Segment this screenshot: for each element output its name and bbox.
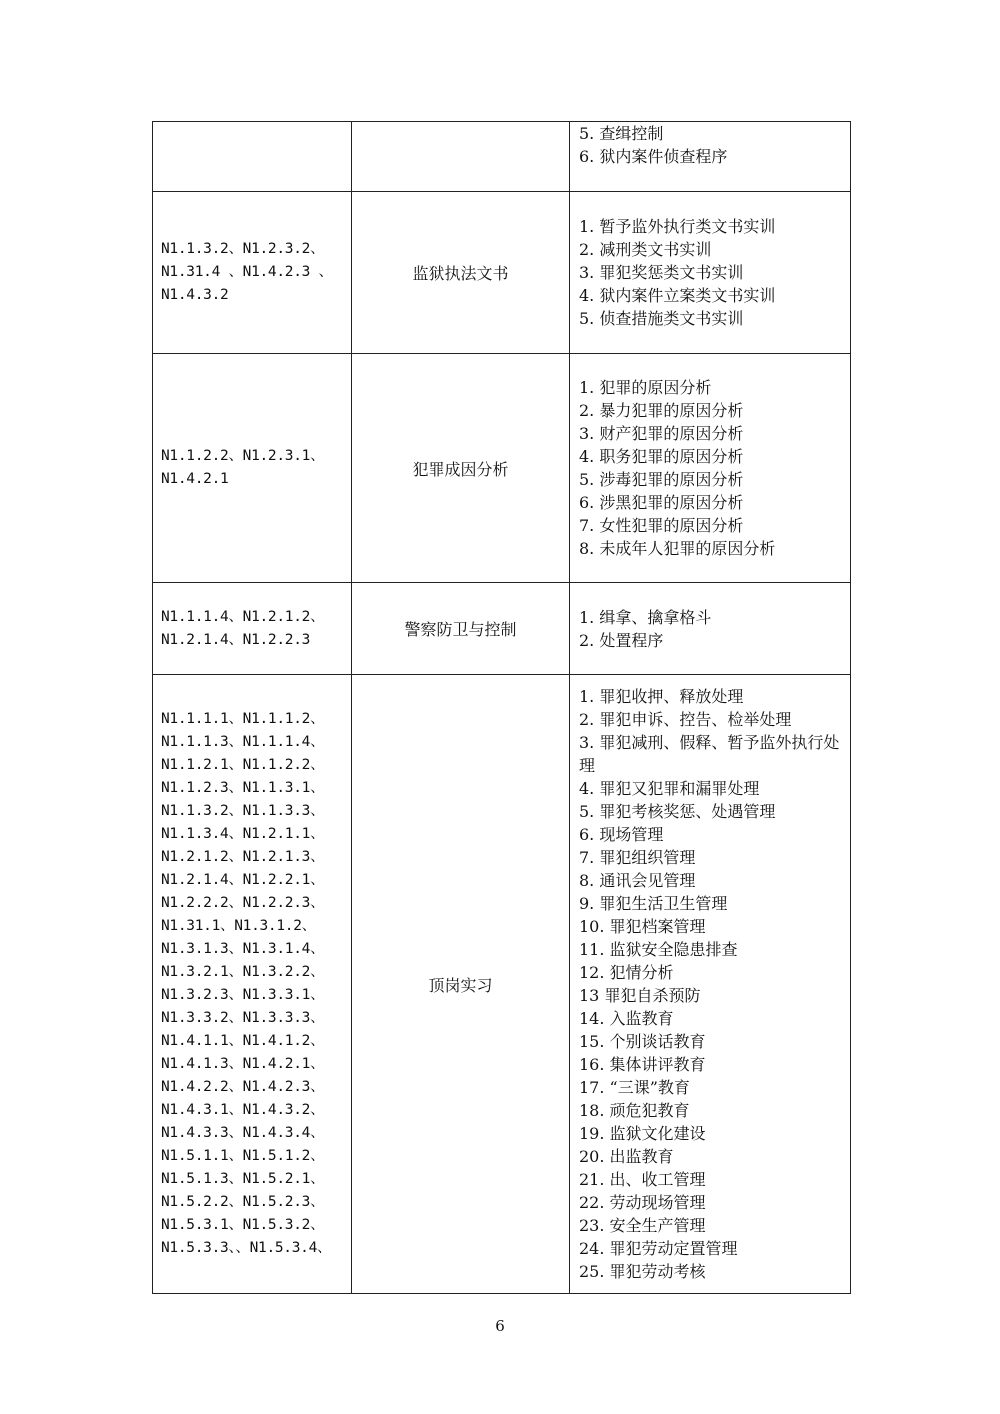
training-item: 3. 罪犯奖惩类文书实训: [579, 263, 744, 282]
training-item: 6. 涉黑犯罪的原因分析: [579, 493, 744, 512]
competency-code-line: N1.3.2.3、N1.3.3.1、: [161, 987, 325, 1003]
competency-code-line: N1.4.1.1、N1.4.1.2、: [161, 1033, 325, 1049]
competency-codes-cell: [153, 354, 352, 583]
table-row: [153, 583, 851, 675]
competency-code-line: N1.4.3.1、N1.4.3.2、: [161, 1102, 325, 1118]
training-item: 14. 入监教育: [579, 1009, 674, 1028]
competency-code-line: N1.1.2.3、N1.1.3.1、: [161, 780, 325, 796]
competency-code-line: N1.4.1.3、N1.4.2.1、: [161, 1056, 325, 1072]
training-item: 7. 女性犯罪的原因分析: [579, 516, 744, 535]
training-item: 5. 涉毒犯罪的原因分析: [579, 470, 744, 489]
competency-code-line: N1.2.1.4、N1.2.2.3: [161, 631, 311, 648]
training-item: 5. 查缉控制: [579, 124, 664, 143]
competency-codes-cell: [153, 583, 352, 675]
training-item: 21. 出、收工管理: [579, 1170, 706, 1189]
training-item: 1. 犯罪的原因分析: [579, 378, 712, 397]
competency-code-line: N1.31.1、N1.3.1.2、: [161, 918, 316, 934]
course-name-cell: [352, 122, 570, 192]
training-item: 19. 监狱文化建设: [579, 1124, 706, 1143]
competency-code-line: N1.4.3.3、N1.4.3.4、: [161, 1125, 325, 1141]
training-item: 17. “三课”教育: [579, 1078, 690, 1097]
training-item: 12. 犯情分析: [579, 963, 674, 982]
training-item: 20. 出监教育: [579, 1147, 674, 1166]
training-item: 3. 罪犯减刑、假释、暂予监外执行处理: [579, 733, 840, 775]
training-items-cell: [570, 192, 851, 354]
training-item: 8. 通讯会见管理: [579, 871, 696, 890]
competency-code-line: N1.1.1.4、N1.2.1.2、: [161, 608, 325, 625]
competency-code-line: N1.5.3.3、、N1.5.3.4、: [161, 1240, 332, 1256]
training-item: 15. 个别谈话教育: [579, 1032, 706, 1051]
competency-code-line: N1.3.1.3、N1.3.1.4、: [161, 941, 325, 957]
training-item: 6. 狱内案件侦查程序: [579, 147, 728, 166]
table-row: [153, 122, 851, 192]
competency-code-line: N1.1.3.2、N1.1.3.3、: [161, 803, 325, 819]
training-item: 1. 暂予监外执行类文书实训: [579, 217, 776, 236]
training-item: 1. 缉拿、擒拿格斗: [579, 607, 712, 627]
training-item: 4. 狱内案件立案类文书实训: [579, 286, 776, 305]
competency-code-line: N1.4.3.2: [161, 287, 229, 303]
competency-code-line: N1.5.2.2、N1.5.2.3、: [161, 1194, 325, 1210]
competency-code-line: N1.2.1.2、N1.2.1.3、: [161, 849, 325, 865]
competency-code-line: N1.5.3.1、N1.5.3.2、: [161, 1217, 325, 1233]
training-item: 22. 劳动现场管理: [579, 1193, 706, 1212]
competency-code-line: N1.3.2.1、N1.3.2.2、: [161, 964, 325, 980]
training-item: 2. 减刑类文书实训: [579, 240, 712, 259]
training-item: 5. 侦查措施类文书实训: [579, 309, 744, 328]
training-item: 24. 罪犯劳动定置管理: [579, 1239, 738, 1258]
training-item: 7. 罪犯组织管理: [579, 848, 696, 867]
training-item: 4. 职务犯罪的原因分析: [579, 447, 744, 466]
training-items-cell: [570, 122, 851, 192]
competency-code-line: N1.1.3.2、N1.2.3.2、: [161, 241, 325, 257]
curriculum-table: [152, 121, 851, 1294]
competency-code-line: N1.5.1.3、N1.5.2.1、: [161, 1171, 325, 1187]
training-item: 8. 未成年人犯罪的原因分析: [579, 539, 776, 558]
competency-code-line: N1.3.3.2、N1.3.3.3、: [161, 1010, 325, 1026]
competency-code-line: N1.1.3.4、N1.2.1.1、: [161, 826, 325, 842]
competency-code-line: N1.5.1.1、N1.5.1.2、: [161, 1148, 325, 1164]
training-item: 4. 罪犯又犯罪和漏罪处理: [579, 779, 760, 798]
training-item: 16. 集体讲评教育: [579, 1055, 706, 1074]
competency-codes-cell: [153, 122, 352, 192]
competency-code-line: N1.1.1.1、N1.1.1.2、: [161, 711, 325, 727]
training-item: 2. 处置程序: [579, 630, 664, 650]
course-name-cell: 警察防卫与控制: [352, 583, 570, 675]
training-items-cell: [570, 354, 851, 583]
training-item: 9. 罪犯生活卫生管理: [579, 894, 728, 913]
training-item: 3. 财产犯罪的原因分析: [579, 424, 744, 443]
competency-code-line: N1.1.1.3、N1.1.1.4、: [161, 734, 325, 750]
training-items-cell: [570, 583, 851, 675]
course-name-cell: 监狱执法文书: [352, 192, 570, 354]
competency-code-line: N1.1.2.2、N1.2.3.1、: [161, 448, 325, 464]
course-name-cell: 犯罪成因分析: [352, 354, 570, 583]
training-item: 18. 顽危犯教育: [579, 1101, 690, 1120]
table-row: [153, 192, 851, 354]
competency-code-line: N1.2.2.2、N1.2.2.3、: [161, 895, 325, 911]
competency-code-line: N1.4.2.2、N1.4.2.3、: [161, 1079, 325, 1095]
table-row: [153, 675, 851, 1294]
competency-codes-cell: [153, 675, 352, 1294]
training-item: 13 罪犯自杀预防: [579, 986, 701, 1005]
training-item: 23. 安全生产管理: [579, 1216, 706, 1235]
training-item: 1. 罪犯收押、释放处理: [579, 687, 744, 706]
competency-code-line: N1.2.1.4、N1.2.2.1、: [161, 872, 325, 888]
training-item: 10. 罪犯档案管理: [579, 917, 706, 936]
page-number: 6: [495, 1317, 505, 1335]
training-item: 11. 监狱安全隐患排查: [579, 940, 738, 959]
competency-code-line: N1.1.2.1、N1.1.2.2、: [161, 757, 325, 773]
training-item: 5. 罪犯考核奖惩、处遇管理: [579, 802, 776, 821]
training-item: 6. 现场管理: [579, 825, 664, 844]
competency-code-line: N1.31.4 、N1.4.2.3 、: [161, 264, 333, 280]
table-row: [153, 354, 851, 583]
training-item: 2. 罪犯申诉、控告、检举处理: [579, 710, 792, 729]
competency-code-line: N1.4.2.1: [161, 471, 229, 487]
course-name-cell: 顶岗实习: [352, 675, 570, 1294]
training-item: 25. 罪犯劳动考核: [579, 1262, 706, 1281]
competency-codes-cell: [153, 192, 352, 354]
training-items-cell: [570, 675, 851, 1294]
training-item: 2. 暴力犯罪的原因分析: [579, 401, 744, 420]
